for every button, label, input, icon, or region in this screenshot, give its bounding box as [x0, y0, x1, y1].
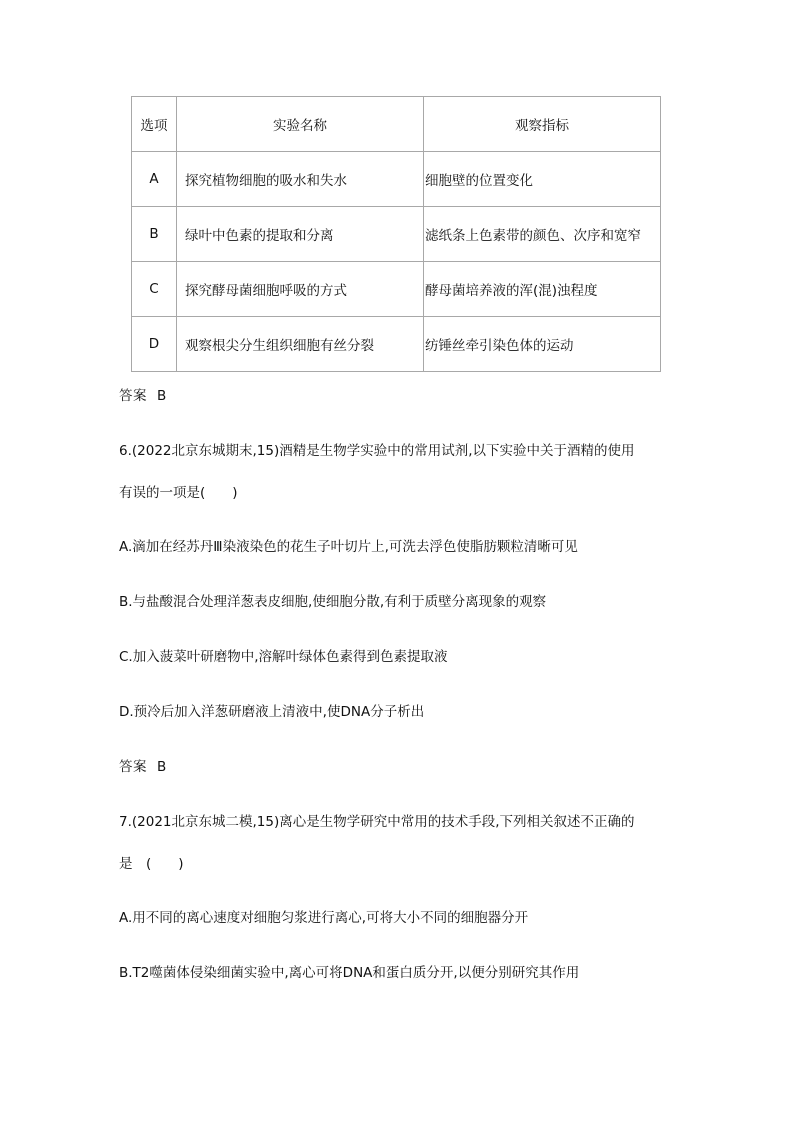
answer-value: B: [157, 388, 167, 404]
row-option: B: [132, 207, 177, 262]
question-6-option-c: C.加入菠菜叶研磨物中,溶解叶绿体色素得到色素提取液: [119, 649, 448, 665]
question-7-option-a: A.用不同的离心速度对细胞匀浆进行离心,可将大小不同的细胞器分开: [119, 910, 529, 926]
question-6-option-a: A.滴加在经苏丹Ⅲ染液染色的花生子叶切片上,可洗去浮色使脂肪颗粒清晰可见: [119, 539, 578, 555]
answer-6: [119, 755, 166, 775]
question-6-stem-line1: 6.(2022北京东城期末,15)酒精是生物学实验中的常用试剂,以下实验中关于酒精的使用: [119, 443, 635, 459]
row-option: C: [132, 262, 177, 317]
table-header-row: [132, 97, 661, 152]
experiment-table: [131, 96, 661, 372]
question-6-option-d: D.预冷后加入洋葱研磨液上清液中,使DNA分子析出: [119, 704, 425, 720]
row-observation: 酵母菌培养液的浑(混)浊程度: [424, 262, 661, 317]
answer-label: 答案: [119, 759, 147, 775]
row-option: A: [132, 152, 177, 207]
table-row: [132, 317, 661, 372]
answer-label: 答案: [119, 388, 147, 404]
question-6-stem-line2: 有误的一项是( ): [119, 485, 238, 501]
row-observation: 纺锤丝牵引染色体的运动: [424, 317, 661, 372]
row-experiment: 探究酵母菌细胞呼吸的方式: [177, 262, 424, 317]
question-7-stem-line1: 7.(2021北京东城二模,15)离心是生物学研究中常用的技术手段,下列相关叙述不正确的: [119, 814, 635, 830]
row-experiment: 观察根尖分生组织细胞有丝分裂: [177, 317, 424, 372]
question-7-option-b: B.T2噬菌体侵染细菌实验中,离心可将DNA和蛋白质分开,以便分别研究其作用: [119, 965, 580, 981]
row-experiment: 绿叶中色素的提取和分离: [177, 207, 424, 262]
row-observation: 细胞壁的位置变化: [424, 152, 661, 207]
row-option: D: [132, 317, 177, 372]
table-row: [132, 207, 661, 262]
answer-value: B: [157, 759, 167, 775]
answer-5: [119, 384, 166, 404]
table-row: [132, 152, 661, 207]
question-7-stem-line2: 是 ( ): [119, 856, 184, 872]
question-6-option-b: B.与盐酸混合处理洋葱表皮细胞,使细胞分散,有利于质壁分离现象的观察: [119, 594, 547, 610]
row-observation: 滤纸条上色素带的颜色、次序和宽窄: [424, 207, 661, 262]
header-option: 选项: [132, 97, 177, 152]
header-observation-index: 观察指标: [424, 97, 661, 152]
row-experiment: 探究植物细胞的吸水和失水: [177, 152, 424, 207]
table-row: [132, 262, 661, 317]
header-experiment-name: 实验名称: [177, 97, 424, 152]
